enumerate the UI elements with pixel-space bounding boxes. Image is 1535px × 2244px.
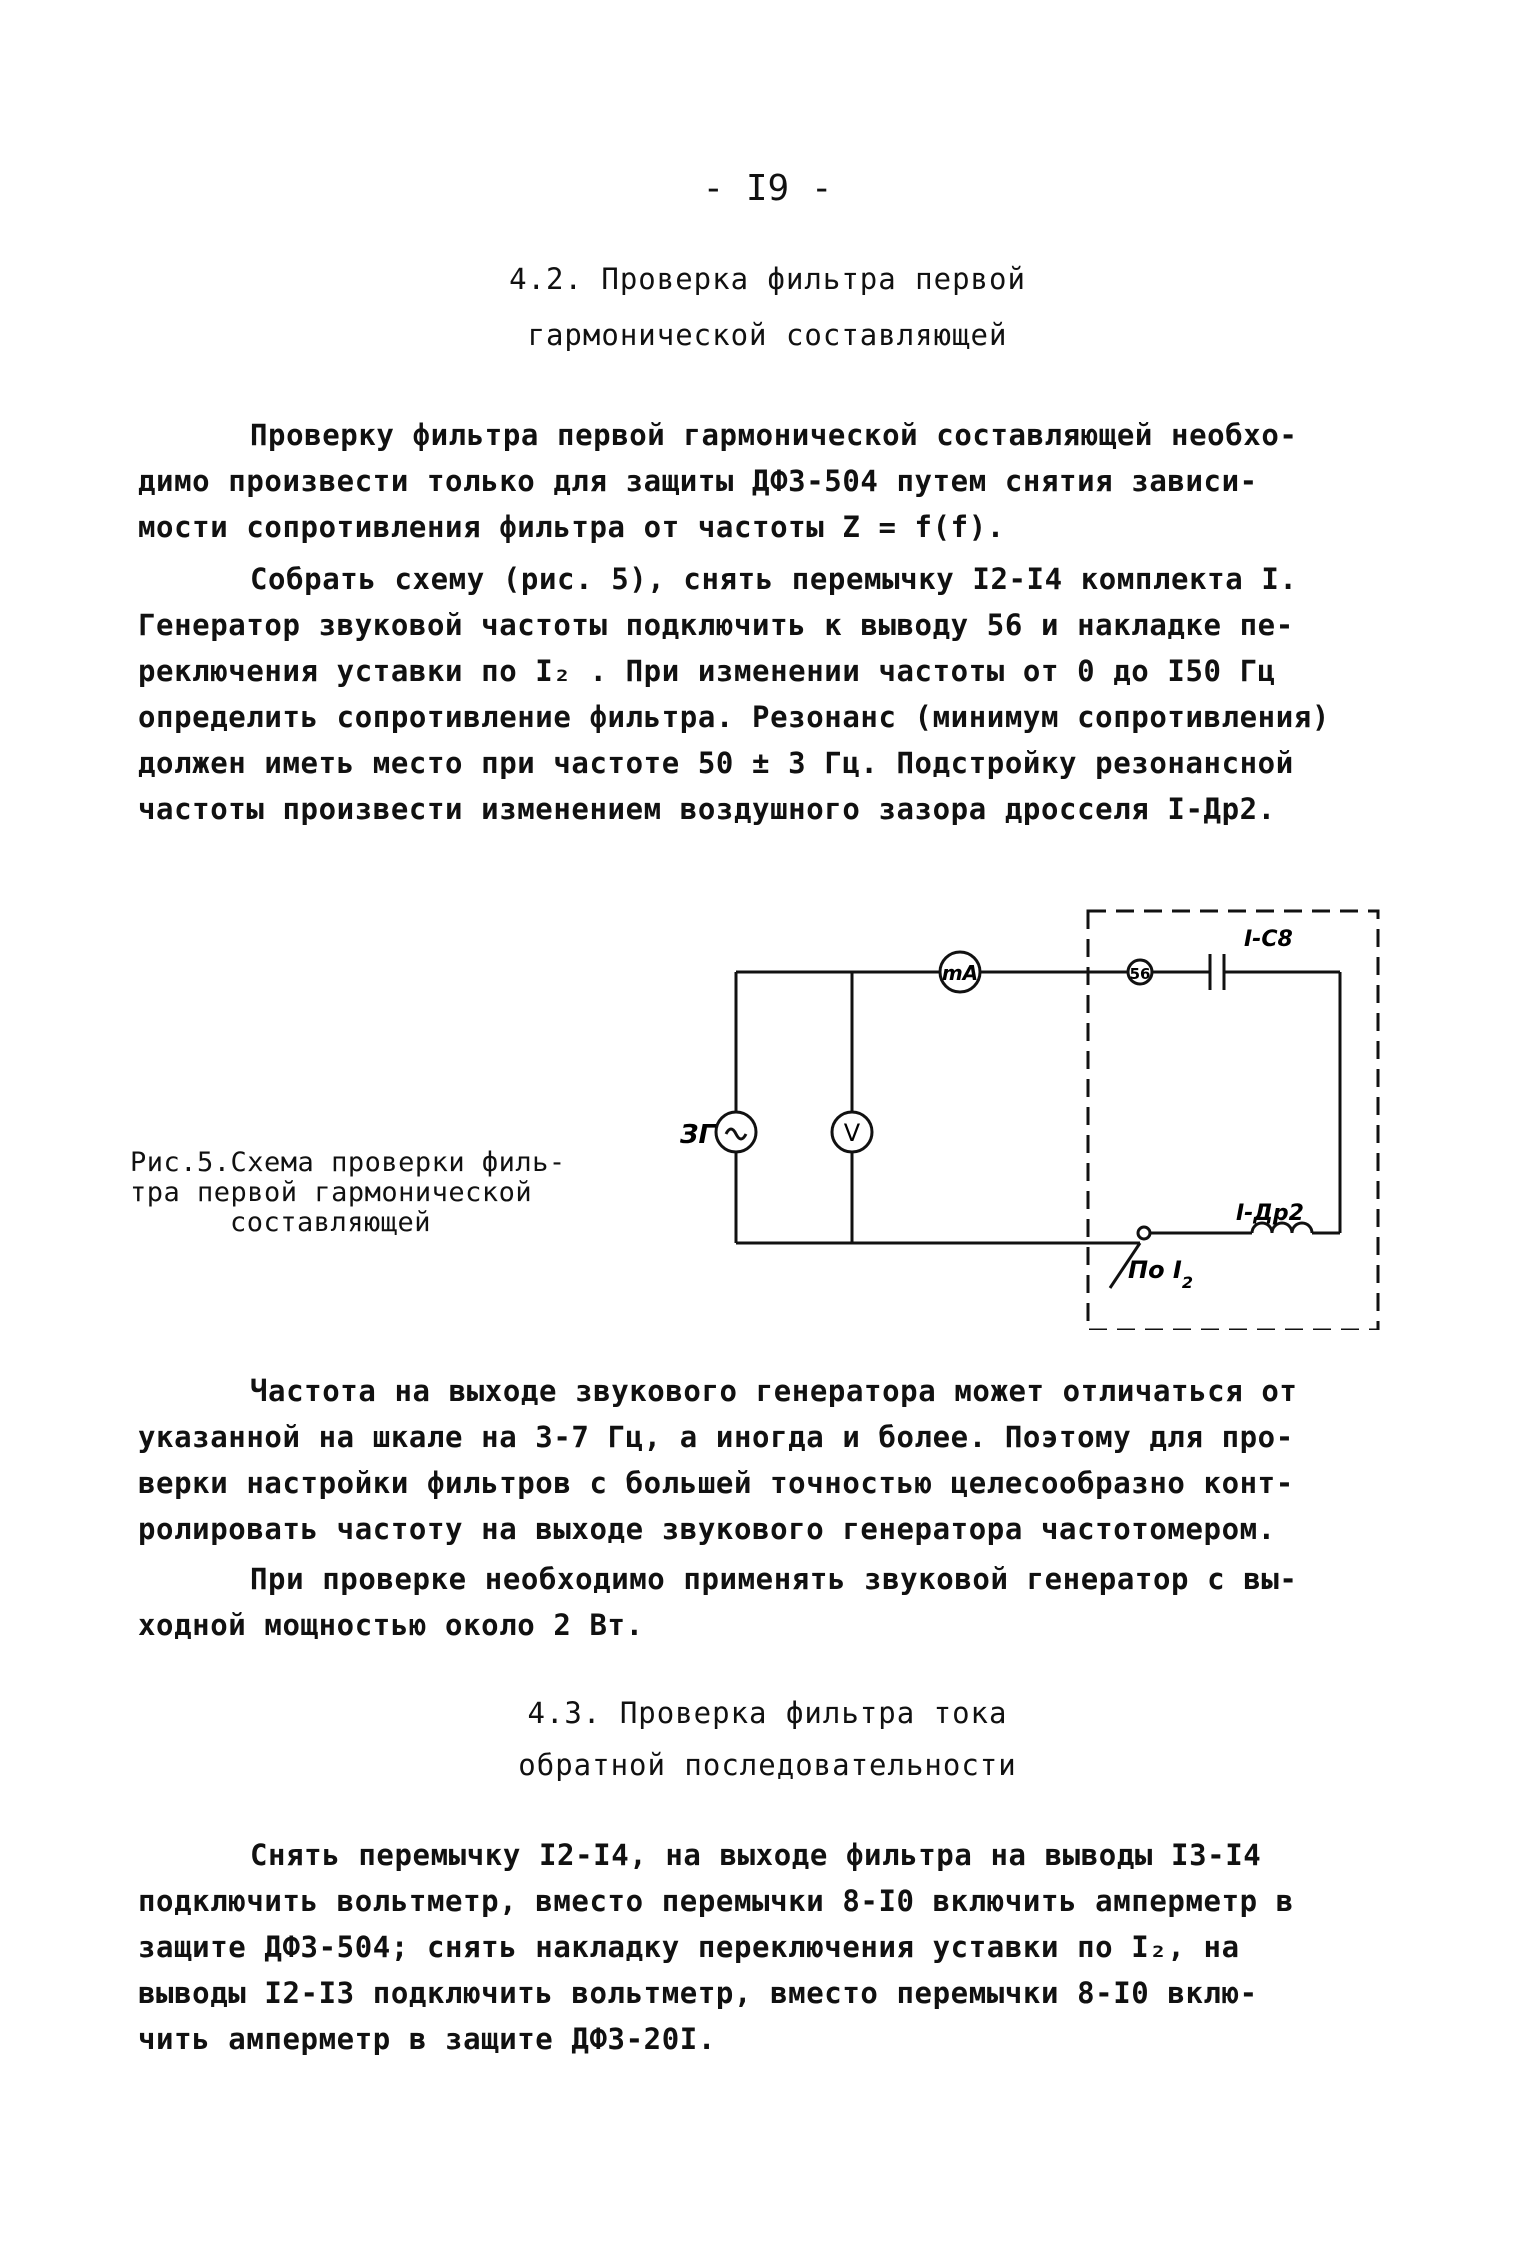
switch-contact	[1138, 1227, 1150, 1239]
caption-line: составляющей	[230, 1207, 432, 1238]
text-line: Частота на выходе звукового генератора может отличаться от	[250, 1374, 1298, 1408]
section-4-3-paragraph	[138, 1832, 1294, 2062]
page-number: - I9 -	[702, 168, 833, 209]
circuit-diagram	[640, 890, 1400, 1330]
switch-label	[1128, 1256, 1193, 1292]
text-line: Снять перемычку I2-I4, на выходе фильтра на выводы I3-I4	[250, 1838, 1262, 1872]
text-line: чить амперметр в защите ДФЗ-20I.	[138, 2022, 716, 2056]
capacitor-label: I-C8	[1244, 927, 1293, 952]
generator-label: ЗГ	[680, 1120, 716, 1150]
section-4-2-paragraph-1	[138, 412, 1297, 550]
text-line: выводы I2-I3 подключить вольтметр, вместо перемычки 8-I0 вклю-	[138, 1976, 1258, 2010]
text-line: подключить вольтметр, вместо перемычки 8-I0 включить амперметр в	[138, 1884, 1294, 1918]
text-line: указанной на шкале на 3-7 Гц, а иногда и более. Поэтому для про-	[138, 1420, 1294, 1454]
section-4-3-title-line1: 4.3. Проверка фильтра тока	[527, 1696, 1008, 1730]
paragraph-3	[138, 1368, 1297, 1552]
section-4-2-paragraph-2	[138, 556, 1330, 832]
caption-line: тра первой гармонической	[130, 1177, 533, 1208]
switch-label-main: По I	[1128, 1256, 1182, 1284]
paragraph-4	[138, 1556, 1297, 1648]
section-4-3-title-line2: обратной последовательности	[518, 1748, 1017, 1782]
text-line: верки настройки фильтров с большей точностью целесообразно конт-	[138, 1466, 1294, 1500]
text-line: защите ДФЗ-504; снять накладку переключения уставки по I₂, на	[138, 1930, 1240, 1964]
text-line: должен иметь место при частоте 50 ± 3 Гц. Подстройку резонансной	[138, 746, 1294, 780]
choke-label: I-Др2	[1236, 1201, 1304, 1226]
text-line: димо произвести только для защиты ДФЗ-504 путем снятия зависи-	[138, 464, 1258, 498]
caption-line: Рис.5.Схема проверки филь-	[130, 1147, 566, 1178]
text-line: Генератор звуковой частоты подключить к выводу 56 и накладке пе-	[138, 608, 1294, 642]
text-line: реключения уставки по I₂ . При изменении частоты от 0 до I50 Гц	[138, 654, 1276, 688]
text-line: ролировать частоту на выходе звукового генератора частотомером.	[138, 1512, 1276, 1546]
text-line: ходной мощностью около 2 Вт.	[138, 1608, 644, 1642]
figure-caption	[130, 1148, 566, 1238]
milliammeter-label: mA	[941, 961, 979, 985]
terminal-label: 56	[1129, 965, 1151, 983]
switch-label-subscript: 2	[1181, 1273, 1193, 1292]
text-line: мости сопротивления фильтра от частоты Z = f(f).	[138, 510, 1005, 544]
text-line: определить сопротивление фильтра. Резонанс (минимум сопротивления)	[138, 700, 1330, 734]
text-line: Собрать схему (рис. 5), снять перемычку I2-I4 комплекта I.	[250, 562, 1298, 596]
section-4-2-title-line1: 4.2. Проверка фильтра первой	[509, 262, 1026, 296]
text-line: При проверке необходимо применять звуковой генератор с вы-	[250, 1562, 1298, 1596]
section-4-2-title-line2: гармонической составляющей	[527, 318, 1008, 352]
text-line: Проверку фильтра первой гармонической составляющей необхо-	[250, 418, 1298, 452]
voltmeter-label: V	[843, 1119, 861, 1147]
text-line: частоты произвести изменением воздушного зазора дросселя I-Др2.	[138, 792, 1276, 826]
